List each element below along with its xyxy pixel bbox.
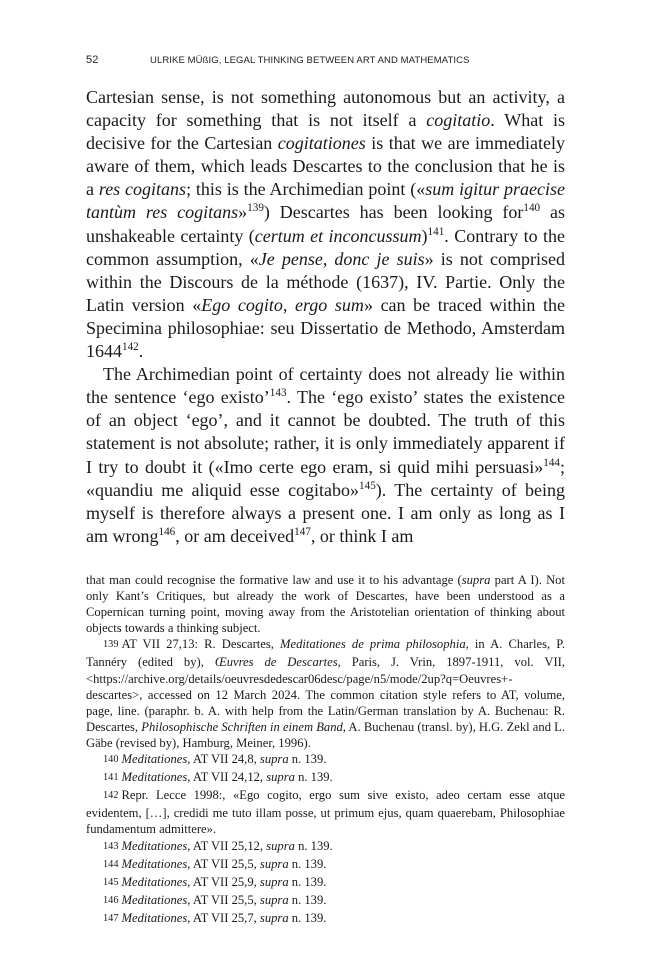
italic-term: supra <box>259 856 289 871</box>
text-run: is that we are immediately aware of them, which leads Descartes to the conclusion that he is a <box>86 133 565 200</box>
text-run: ; «quandiu me aliquid esse cogitabo» <box>86 456 565 500</box>
footnote-number: 142 <box>103 790 119 802</box>
footnote-ref-143[interactable]: 143 <box>269 387 287 400</box>
text-run: n. 139. <box>288 752 327 767</box>
italic-quote: Ego cogito, ergo sum <box>201 294 364 315</box>
text-run: part A I). Not only Kant’s Critiques, but already the work of Descartes, have been understood as a Copernican turning point, moving away from the Aristotelian orientation of thinking about objects towards a thinking subject. <box>86 573 565 636</box>
footnote-142 <box>86 787 565 837</box>
italic-title: Meditationes <box>121 874 188 889</box>
page-number: 52 <box>86 54 99 66</box>
paragraph-2 <box>86 363 565 548</box>
text-run: n. 139. <box>294 838 333 853</box>
footnote-147 <box>86 910 565 928</box>
footnote-146 <box>86 892 565 910</box>
footnote-continued <box>86 572 565 636</box>
main-text <box>86 86 565 548</box>
text-run: The Archimedian point of certainty does not already lie within the sentence ‘ego existo’ <box>86 364 565 408</box>
italic-term: supra <box>266 770 295 785</box>
italic-term: supra <box>259 752 289 767</box>
text-run: » can be traced within the Specimina philosophiae: seu Dissertatio de Methodo, Amsterdam 1644 <box>86 294 565 362</box>
footnote-number: 145 <box>103 876 119 888</box>
footnote-139 <box>86 636 565 751</box>
italic-term: res cogitans <box>98 179 187 200</box>
italic-title: Meditationes <box>121 752 188 767</box>
text-run: . <box>138 341 144 362</box>
italic-term: cogitatio <box>426 110 491 131</box>
text-run: AT VII 27,13: R. Descartes, <box>121 637 281 652</box>
running-title: ULRIKE MÜßIG, LEGAL THINKING BETWEEN ART AND MATHEMATICS <box>150 55 470 66</box>
italic-term: supra <box>259 892 289 907</box>
footnote-number: 146 <box>103 894 119 906</box>
footnote-number: 139 <box>103 639 119 651</box>
text-run: , A. Buchenau (transl. by), H.G. Zekl and L. Gäbe (revised by), Hamburg, Meiner, 1996). <box>86 719 565 750</box>
footnote-number: 141 <box>103 772 119 784</box>
text-run: , AT VII 24,8, <box>187 752 260 767</box>
italic-title: Meditationes <box>121 838 188 853</box>
text-run: , in A. Charles, P. Tannéry (edited by), <box>86 637 565 670</box>
text-run: n. 139. <box>288 892 327 907</box>
italic-title: Meditationes <box>121 892 188 907</box>
italic-title: Meditationes <box>121 910 188 925</box>
text-run: Repr. Lecce 1998:, «Ego cogito, ergo sum sive existo, adeo certam esse atque evidentem, […], credidi me tuto illam posse, ut primum ejus, quam quaerebam, Philosophiae fundamentum admittere». <box>86 788 565 837</box>
text-run: . What is decisive for the Cartesian <box>86 110 565 154</box>
text-run: n. 139. <box>288 910 327 925</box>
text-run: , Paris, J. Vrin, 1897-1911, vol. VII, <https://archive.org/details/oeuvresdedescar06desc/page/n5/mode/2up?q=Oeuvres+-descartes>, accessed on 12 March 2024. The common citation style refers to AT, volume, page, line. (paraphr. b. A. with help from the Latin/German translation by A. Buchenau: R. Descartes, <box>86 655 565 734</box>
text-run: , AT VII 25,7, <box>187 910 260 925</box>
text-run: , AT VII 25,9, <box>187 874 260 889</box>
footnote-number: 147 <box>103 912 119 924</box>
footnote-ref-142[interactable]: 142 <box>122 341 139 354</box>
footnote-number: 140 <box>103 754 119 766</box>
text-run: that man could recognise the formative law and use it to his advantage ( <box>86 573 462 587</box>
italic-title: Meditationes <box>121 856 188 871</box>
text-run: , or am deceived <box>175 525 295 546</box>
footnote-143 <box>86 838 565 856</box>
running-head <box>86 54 566 66</box>
footnote-ref-139[interactable]: 139 <box>247 202 264 215</box>
footnote-ref-144[interactable]: 144 <box>543 456 560 469</box>
text-run: ; this is the Archimedian point (« <box>186 179 426 200</box>
footnote-ref-146[interactable]: 146 <box>158 525 176 538</box>
text-run: , AT VII 25,12, <box>187 838 267 853</box>
text-run: , AT VII 24,12, <box>187 770 267 785</box>
text-run: , AT VII 25,5, <box>187 856 260 871</box>
footnote-number: 143 <box>103 840 119 852</box>
footnote-number: 144 <box>103 858 119 870</box>
text-run: , or think I am <box>310 525 414 546</box>
footnote-ref-145[interactable]: 145 <box>359 479 376 492</box>
italic-term: supra <box>461 573 491 587</box>
italic-term: cogitationes <box>277 133 366 154</box>
text-run: » is not comprised within the Discours de la méthode (1637), IV. Partie. Only the Latin version « <box>86 248 565 315</box>
text-run: ). The certainty of being myself is therefore always a present one. I am only as long as I am wrong <box>86 479 565 546</box>
text-run: . The ‘ego existo’ states the existence of an object ‘ego’, and it cannot be doubted. The truth of this statement is not absolute; rather, it is only immediately apparent if I try to doubt it («Imo certe ego eram, si quid mihi persuasi» <box>86 387 565 477</box>
footnote-141 <box>86 769 565 787</box>
text-run: » <box>238 202 248 223</box>
text-run: , AT VII 25,5, <box>187 892 260 907</box>
italic-quote: Je pense, donc je suis <box>258 248 425 269</box>
paragraph-1 <box>86 86 565 363</box>
italic-title: Philosophische Schriften in einem Band <box>141 719 343 734</box>
text-run: ) Descartes has been looking for <box>263 202 524 223</box>
italic-quote: sum igitur praecise tantùm res cogitans <box>86 179 565 223</box>
text-run: as unshakeable certainty ( <box>86 202 565 246</box>
italic-term: supra <box>259 910 289 925</box>
italic-title: Œuvres de Descartes <box>214 655 338 670</box>
footnote-ref-147[interactable]: 147 <box>294 525 311 538</box>
footnote-144 <box>86 856 565 874</box>
text-run: . Contrary to the common assumption, « <box>86 225 565 269</box>
footnotes <box>86 572 565 928</box>
text-run: Cartesian sense, is not something autonomous but an activity, a capacity for something that is not itself a <box>86 87 565 131</box>
text-run: n. 139. <box>288 856 327 871</box>
text-run: n. 139. <box>288 874 327 889</box>
italic-term: supra <box>266 838 295 853</box>
text-run: n. 139. <box>294 770 333 785</box>
footnote-ref-140[interactable]: 140 <box>523 202 541 215</box>
text-run: ) <box>421 225 428 246</box>
italic-title: Meditationes de prima philosophia <box>280 637 466 652</box>
footnote-145 <box>86 874 565 892</box>
italic-term: supra <box>259 874 289 889</box>
footnote-140 <box>86 751 565 769</box>
footnote-ref-141[interactable]: 141 <box>427 225 445 238</box>
italic-title: Meditationes <box>121 770 188 785</box>
italic-term: certum et inconcussum <box>254 225 422 246</box>
